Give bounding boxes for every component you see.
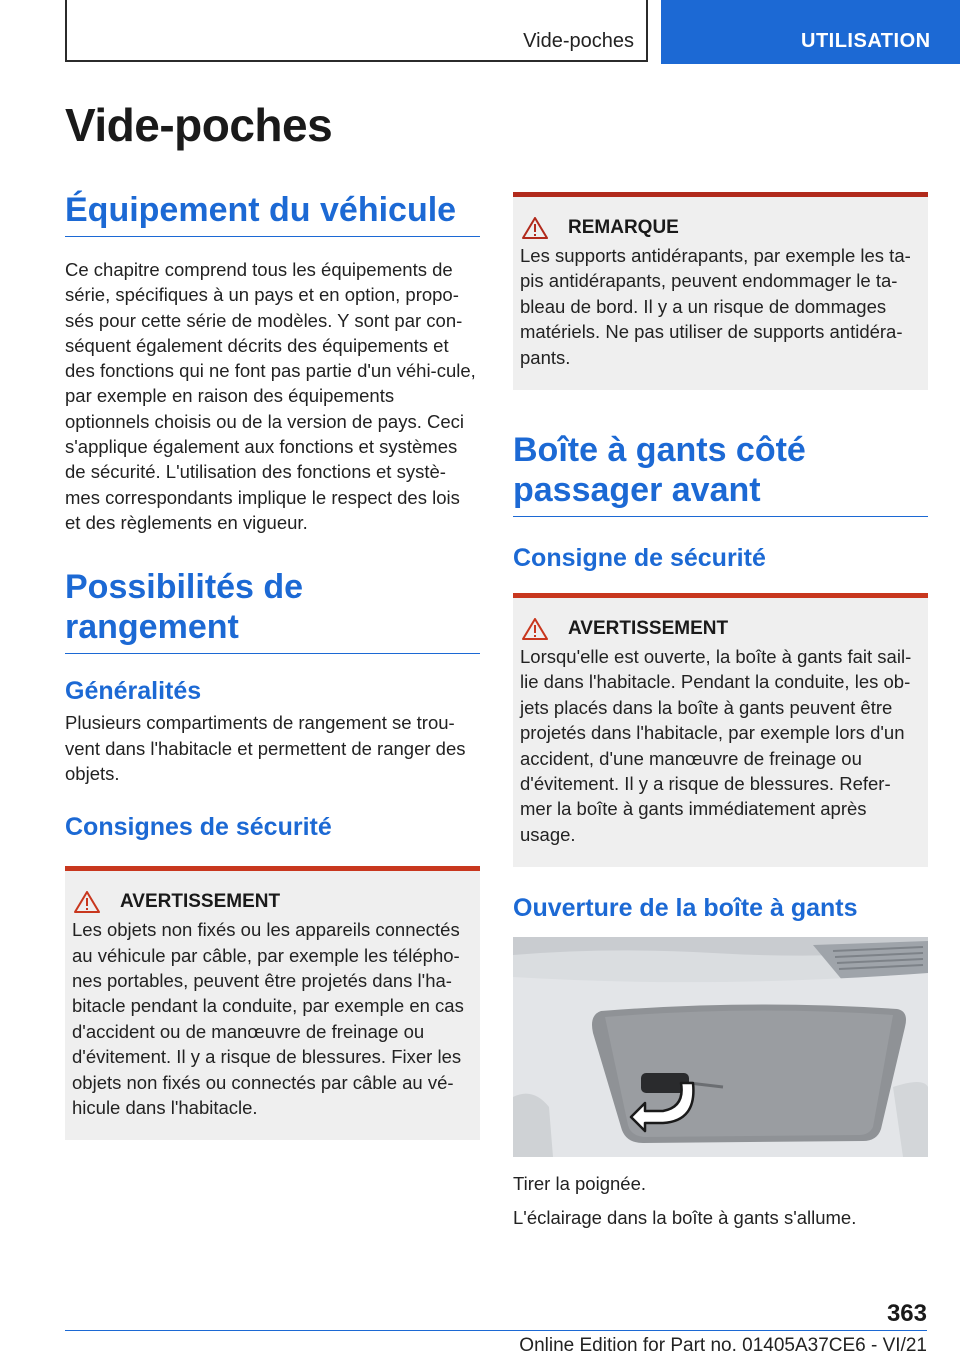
warning-header (520, 618, 922, 640)
page-number: 363 (886, 1300, 927, 1327)
header-section-title: Vide-poches (523, 30, 634, 52)
generalites-text: Plusieurs compartiments de rangement se trou-vent dans l'habitacle et permettent de ranger des objets. (65, 712, 466, 784)
page-title: Vide-poches (65, 99, 333, 151)
note-text: Les supports antidérapants, par exemple les ta-pis antidérapants, peuvent endommager le ta-bleau de bord. Il y a un risque de dommages matériels. Ne pas utiliser de supports antidéra-pants. (520, 245, 911, 368)
heading-equipement: Équipement du véhicule (65, 190, 480, 237)
header-frame (65, 0, 648, 62)
step-tirer-poignee: Tirer la poignée. (513, 1173, 646, 1195)
glovebox-illustration (513, 937, 928, 1157)
equipement-text: Ce chapitre comprend tous les équipements de série, spécifiques à un pays et en option, propo-sés pour cette série de modèles. Y sont par con-séquent également décrits des équipements et des fonctions qui ne font pas partie d'un véhi-cule, par exemple en raison des équipements optionnels choisis ou de la version de pays. Ceci s'applique également aux fonctions et systèmes de sécurité. L'utilisation des fonctions et systè-mes correspondants implique le respect des lois et des règlements en vigueur. (65, 259, 476, 533)
warning-triangle-icon (522, 618, 548, 640)
warning-text: Lorsqu'elle est ouverte, la boîte à gants fait sail-lie dans l'habitacle. Pendant la conduite, les ob-jets placés dans la boîte à gants peuvent être projetés dans l'habitacle, par exemple lors d'un accident, d'une manœuvre de freinage ou d'évitement. Il y a risque de blessures. Refer-mer la boîte à gants immédiatement après usage. (520, 646, 912, 845)
glovebox-photo (513, 937, 928, 1157)
footer-divider (65, 1330, 927, 1331)
heading-boite-gants: Boîte à gants côté passager avant (513, 430, 928, 517)
right-column (513, 192, 928, 1230)
warning-triangle-icon (522, 217, 548, 239)
header-chapter-tab[interactable] (661, 0, 960, 64)
heading-ouverture: Ouverture de la boîte à gants (513, 894, 858, 923)
warning-text: Les objets non fixés ou les appareils connectés au véhicule par câble, par exemple les télépho-nes portables, peuvent être projetés dans l'ha-bitacle pendant la conduite, par exemple en cas d'accident ou de manœuvre de freinage ou d'évitement. Il y a risque de blessures. Fixer les objets non fixés ou connectés par câble au vé-hicule dans l'habitacle. (72, 919, 464, 1118)
footer-edition: Online Edition for Part no. 01405A37CE6 - VI/21 (519, 1335, 927, 1356)
warning-label: AVERTISSEMENT (568, 618, 729, 640)
heading-rangement: Possibilités de rangement (65, 567, 480, 654)
warning-callout-boite (513, 593, 928, 867)
note-header (520, 217, 922, 239)
heading-consigne-securite: Consigne de sécurité (513, 544, 766, 573)
warning-header (72, 891, 474, 913)
header-chapter-label: UTILISATION (801, 30, 931, 52)
note-label: REMARQUE (568, 217, 679, 238)
note-callout-supports (513, 192, 928, 390)
warning-label: AVERTISSEMENT (120, 891, 281, 913)
left-column (65, 190, 480, 1140)
warning-triangle-icon (74, 891, 100, 913)
heading-generalites: Généralités (65, 677, 202, 706)
warning-callout-objets (65, 866, 480, 1140)
heading-consignes-securite: Consignes de sécurité (65, 813, 332, 842)
step-eclairage: L'éclairage dans la boîte à gants s'allume. (513, 1206, 857, 1228)
